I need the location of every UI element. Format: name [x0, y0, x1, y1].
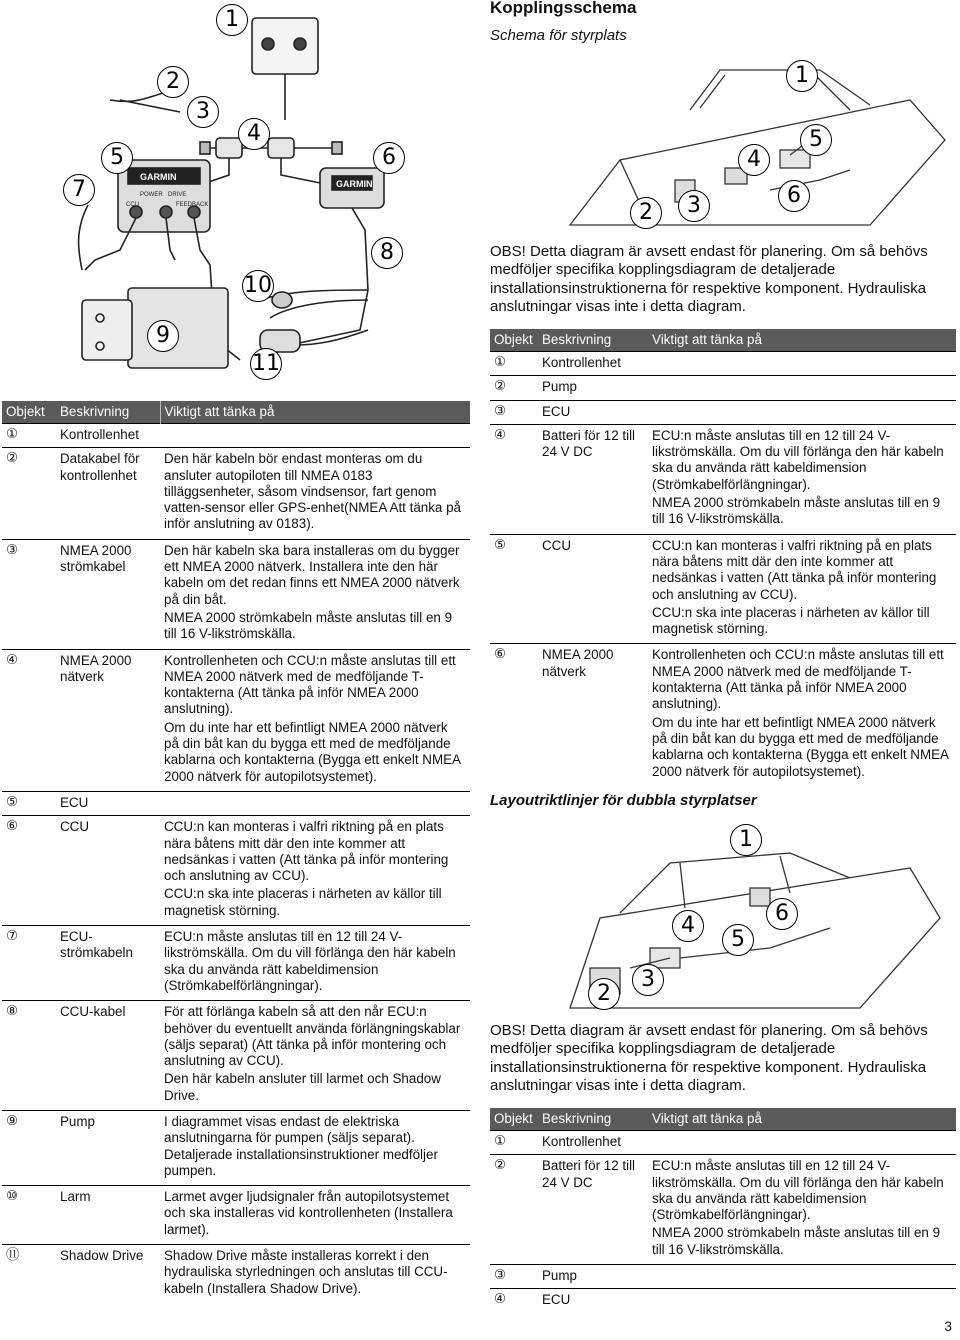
table-row	[490, 1131, 956, 1155]
note-paragraph: NMEA 2000 strömkabeln måste anslutas till en 9 till 16 V-likströmskälla.	[164, 609, 453, 642]
item-number: ④	[490, 1289, 538, 1313]
callout-10: 10	[242, 270, 274, 302]
item-number: ⑦	[2, 926, 56, 1001]
item-notes	[648, 644, 956, 786]
item-description: ECU	[56, 791, 160, 815]
note-paragraph: Den här kabeln ansluter till larmet och Shadow Drive.	[164, 1071, 441, 1103]
boat1-callout-2: 2	[630, 197, 662, 229]
item-notes	[160, 926, 470, 1001]
note-paragraph: CCU:n kan monteras i valfri riktning på en plats nära båtens mitt där den inte kommer att nedsänkas i vatten (Att tänka på inför montering och anslutning av CCU).	[652, 537, 937, 602]
col-beskrivning: Beskrivning	[56, 401, 160, 424]
item-description: CCU-kabel	[56, 1001, 160, 1111]
item-description: Shadow Drive	[56, 1245, 160, 1303]
obs-note-1: OBS! Detta diagram är avsett endast för planering. Om så behövs medföljer specifika kopplingsdiagram de detaljerade installationsinstruktionerna för respektive komponent. Hydrauliska anslutningar visas inte i detta diagram.	[490, 243, 928, 315]
r1-col-objekt: Objekt	[490, 329, 538, 352]
table-row	[2, 926, 470, 1001]
right-spec-table-2	[490, 1108, 956, 1313]
r1-col-viktigt: Viktigt att tänka på	[648, 329, 956, 352]
drive-label: DRIVE	[168, 192, 187, 198]
table-row	[490, 424, 956, 534]
item-notes	[160, 1186, 470, 1245]
callout-3: 3	[187, 96, 219, 128]
item-description: Pump	[538, 1265, 648, 1289]
page-subtitle: Schema för styrplats	[490, 27, 627, 44]
right-table-1-body	[490, 352, 956, 786]
table-row	[490, 352, 956, 376]
item-number: ④	[490, 424, 538, 534]
item-number: ③	[2, 539, 56, 649]
note-paragraph: Den här kabeln ska bara installeras om du bygger ett NMEA 2000 nätverk. Installera inte den här kabeln om det redan finns ett NMEA 2000 nätverk på din båt.	[164, 542, 460, 607]
item-notes	[648, 376, 956, 400]
boat2-callout-6: 6	[766, 898, 798, 930]
callout-1: 1	[216, 4, 248, 36]
left-table-body	[2, 424, 470, 1303]
note-paragraph: ECU:n måste anslutas till en 12 till 24 V-likströmskälla. Om du vill förlänga den här kabeln ska du använda rätt kabeldimension (Strömkabelförlängningar).	[164, 929, 456, 993]
item-number: ⑤	[490, 534, 538, 644]
right-spec-table-1	[490, 329, 956, 786]
callout-8: 8	[371, 237, 403, 269]
note-paragraph: För att förlänga kabeln så att den når ECU:n behöver du eventuellt använda förlängningskablar (säljs separat) (Att tänka på inför montering och anslutning av CCU).	[164, 1004, 461, 1069]
boat2-callout-3: 3	[632, 964, 664, 996]
note-paragraph: ECU:n måste anslutas till en 12 till 24 V-likströmskälla. Om du vill förlänga den här kabeln ska du använda rätt kabeldimension (Strömkabelförlängningar).	[652, 427, 944, 492]
note-paragraph: CCU:n ska inte placeras i närheten av källor till magnetisk störning.	[652, 604, 930, 637]
feedback-label: FEEDBACK	[176, 202, 209, 208]
item-notes	[648, 534, 956, 644]
callout-2: 2	[157, 66, 189, 98]
boat1-callout-6: 6	[778, 180, 810, 212]
note-paragraph: ECU:n måste anslutas till en 12 till 24 V-likströmskälla. Om du vill förlänga den här kabeln ska du använda rätt kabeldimension (Strömkabelförlängningar).	[652, 1158, 944, 1223]
item-notes	[160, 1110, 470, 1185]
boat1-callout-1: 1	[786, 60, 818, 92]
col-objekt: Objekt	[2, 401, 56, 424]
callout-9: 9	[147, 320, 179, 352]
note-paragraph: Den här kabeln bör endast monteras om du ansluter autopiloten till NMEA 0183 tilläggsenheter, såsom vindsensor, fart genom vatten-sensor eller GPS-enhet(NMEA Att tänka på inför anslutning av 0183).	[164, 451, 461, 532]
item-description: Kontrollenhet	[538, 1131, 648, 1155]
item-number: ⑥	[490, 644, 538, 786]
item-number: ⑨	[2, 1110, 56, 1185]
boat1-callout-5: 5	[800, 124, 832, 156]
item-description: Batteri för 12 till 24 V DC	[538, 1155, 648, 1265]
table-row	[2, 424, 470, 448]
item-notes	[160, 448, 470, 539]
boat2-callout-4: 4	[672, 910, 704, 942]
note-paragraph: CCU:n kan monteras i valfri riktning på en plats nära båtens mitt där den inte kommer att nedsänkas i vatten (Att tänka på inför montering och anslutning av CCU).	[164, 819, 449, 884]
item-number: ①	[490, 1131, 538, 1155]
callout-4: 4	[238, 118, 270, 150]
table-row	[2, 1186, 470, 1245]
item-description: NMEA 2000 nätverk	[56, 649, 160, 791]
table-row	[490, 534, 956, 644]
table-row	[490, 376, 956, 400]
item-description: Kontrollenhet	[538, 352, 648, 376]
item-description: CCU	[538, 534, 648, 644]
item-notes	[160, 539, 470, 649]
r2-col-objekt: Objekt	[490, 1108, 538, 1131]
page-title: Kopplingsschema	[490, 0, 637, 17]
item-description: Batteri för 12 till 24 V DC	[538, 424, 648, 534]
table-row	[2, 1245, 470, 1303]
item-number: ⑪	[2, 1245, 56, 1303]
table-row	[2, 539, 470, 649]
item-notes	[160, 816, 470, 926]
boat2-callout-1: 1	[730, 824, 762, 856]
item-notes	[160, 649, 470, 791]
item-number: ④	[2, 649, 56, 791]
item-notes	[160, 1001, 470, 1111]
item-description: NMEA 2000 nätverk	[538, 644, 648, 786]
item-description: ECU-strömkabeln	[56, 926, 160, 1001]
table-row	[490, 1155, 956, 1265]
table-row	[490, 400, 956, 424]
boat-diagram-single	[490, 50, 950, 240]
item-number: ③	[490, 1265, 538, 1289]
item-notes	[160, 791, 470, 815]
item-number: ⑧	[2, 1001, 56, 1111]
note-paragraph: CCU:n ska inte placeras i närheten av källor till magnetisk störning.	[164, 886, 442, 918]
item-description: NMEA 2000 strömkabel	[56, 539, 160, 649]
table-row	[2, 1001, 470, 1111]
item-notes	[160, 1245, 470, 1303]
obs-note-2: OBS! Detta diagram är avsett endast för planering. Om så behövs medföljer specifika kopplingsdiagram de detaljerade installationsinstruktionerna för respektive komponent. Hydrauliska anslutningar visas inte i detta diagram.	[490, 1022, 928, 1094]
item-description: Pump	[56, 1110, 160, 1185]
item-notes	[648, 1131, 956, 1155]
callout-6: 6	[373, 142, 405, 174]
boat1-callout-4: 4	[738, 144, 770, 176]
left-spec-table	[2, 401, 470, 1303]
item-notes	[648, 1265, 956, 1289]
table-row	[2, 816, 470, 926]
note-paragraph: NMEA 2000 strömkabeln måste anslutas till en 9 till 16 V-likströmskälla.	[652, 495, 941, 527]
item-notes	[648, 352, 956, 376]
table-row	[2, 1110, 470, 1185]
boat1-callout-3: 3	[678, 190, 710, 222]
table-row	[2, 649, 470, 791]
item-notes	[648, 400, 956, 424]
note-paragraph: Om du inte har ett befintligt NMEA 2000 nätverk på din båt kan du bygga ett med de medföljande kablarna och kontakterna (Bygga ett enkelt NMEA 2000 nätverk för autopilotsystemet).	[164, 719, 461, 784]
right-table-2-body	[490, 1131, 956, 1313]
item-notes	[648, 1289, 956, 1313]
table-row	[2, 791, 470, 815]
col-viktigt: Viktigt att tänka på	[160, 401, 470, 424]
r1-col-beskrivning: Beskrivning	[538, 329, 648, 352]
callout-7: 7	[63, 174, 95, 206]
note-paragraph: I diagrammet visas endast de elektriska anslutningarna för pumpen (säljs separat). Detaljerade installationsinstruktioner medföljer pumpen.	[164, 1113, 438, 1178]
ccu-port-label: CCU	[126, 202, 139, 208]
table-row	[490, 1265, 956, 1289]
item-notes	[160, 424, 470, 448]
item-number: ⑩	[2, 1186, 56, 1245]
item-description: CCU	[56, 816, 160, 926]
note-paragraph: Shadow Drive måste installeras korrekt i den hydrauliska styrledningen och anslutas till CCU-kabeln (Installera Shadow Drive).	[164, 1248, 448, 1296]
item-description: Kontrollenhet	[56, 424, 160, 448]
item-description: Datakabel för kontrollenhet	[56, 448, 160, 539]
r2-col-beskrivning: Beskrivning	[538, 1108, 648, 1131]
power-label: POWER	[140, 192, 163, 198]
note-paragraph: Kontrollenheten och CCU:n måste anslutas till ett NMEA 2000 nätverk med de medföljande T-kontakterna (Att tänka på inför NMEA 2000 anslutning).	[652, 647, 944, 712]
item-description: ECU	[538, 1289, 648, 1313]
note-paragraph: Om du inte har ett befintligt NMEA 2000 nätverk på din båt kan du bygga ett med de medföljande kablarna och kontakterna (Bygga ett enkelt NMEA 2000 nätverk för autopilotsystemet).	[652, 714, 949, 779]
boat2-callout-5: 5	[722, 924, 754, 956]
item-number: ②	[490, 1155, 538, 1265]
item-notes	[648, 1155, 956, 1265]
page-number: 3	[944, 1318, 952, 1334]
item-number: ⑤	[2, 791, 56, 815]
item-number: ①	[490, 352, 538, 376]
callout-11: 11	[250, 348, 282, 380]
section-title-dual: Layoutriktlinjer för dubbla styrplatser	[490, 792, 757, 809]
item-description: Larm	[56, 1186, 160, 1245]
note-paragraph: NMEA 2000 strömkabeln måste anslutas till en 9 till 16 V-likströmskälla.	[652, 1225, 941, 1257]
item-number: ①	[2, 424, 56, 448]
item-number: ②	[2, 448, 56, 539]
ccu-brand: GARMIN	[336, 179, 373, 189]
table-row	[2, 448, 470, 539]
callout-5: 5	[101, 142, 133, 174]
item-description: Pump	[538, 376, 648, 400]
note-paragraph: Larmet avger ljudsignaler från autopilotsystemet och ska installeras vid kontrollenheten (Installera larmet).	[164, 1189, 453, 1237]
item-notes	[648, 424, 956, 534]
ecu-brand: GARMIN	[140, 172, 177, 182]
item-number: ⑥	[2, 816, 56, 926]
item-number: ②	[490, 376, 538, 400]
note-paragraph: Kontrollenheten och CCU:n måste anslutas till ett NMEA 2000 nätverk med de medföljande T-kontakterna (Att tänka på inför NMEA 2000 anslutning).	[164, 652, 456, 717]
item-number: ③	[490, 400, 538, 424]
r2-col-viktigt: Viktigt att tänka på	[648, 1108, 956, 1131]
item-description: ECU	[538, 400, 648, 424]
table-row	[490, 1289, 956, 1313]
boat2-callout-2: 2	[588, 978, 620, 1010]
table-row	[490, 644, 956, 786]
